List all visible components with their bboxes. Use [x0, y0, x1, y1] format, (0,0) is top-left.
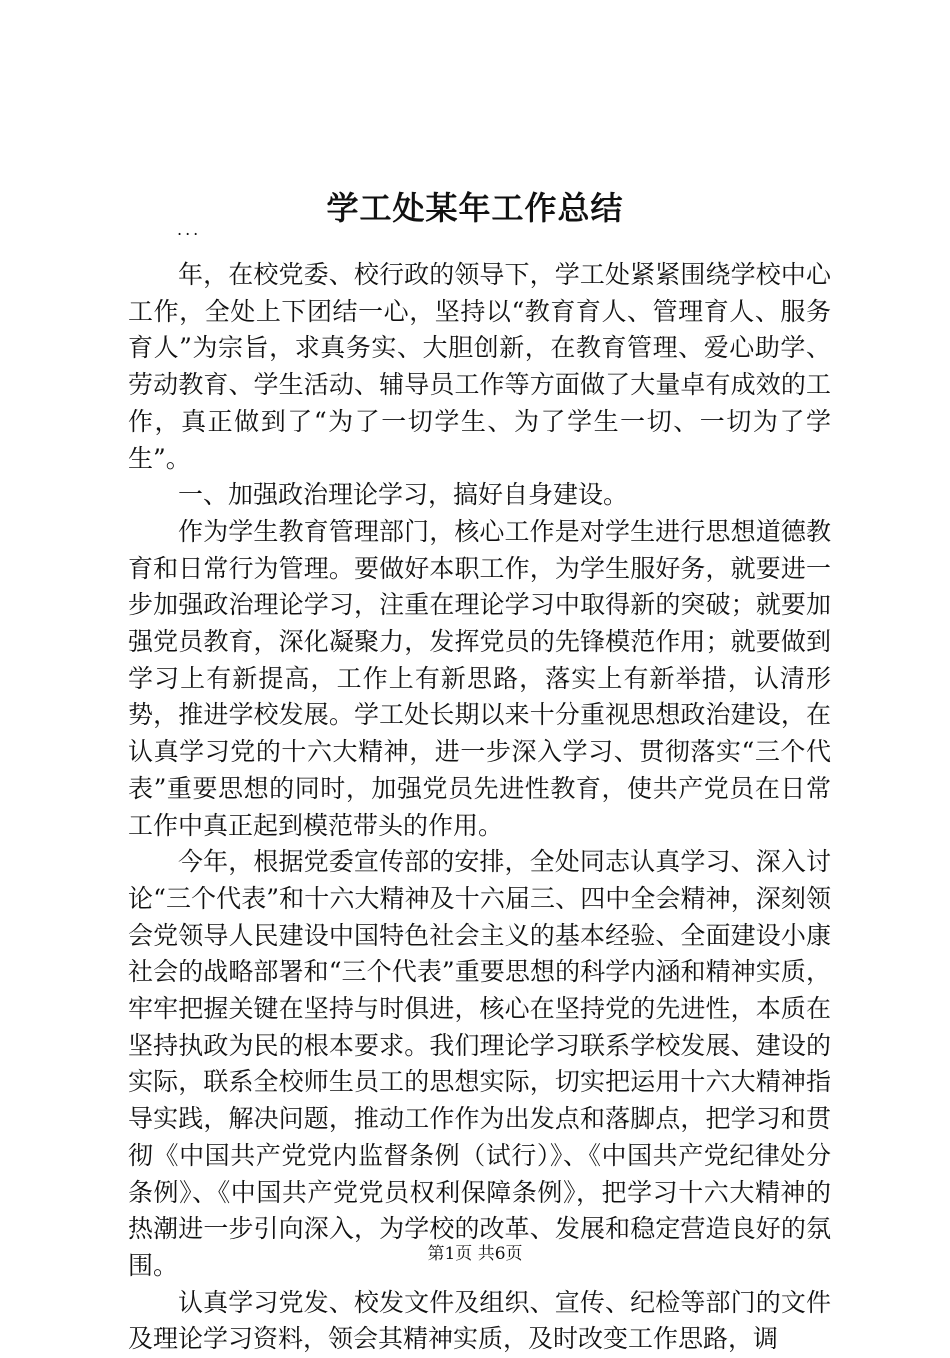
ellipsis-mark: ... — [177, 220, 202, 239]
document-body — [128, 257, 831, 1358]
section-heading: 一、加强政治理论学习，搞好自身建设。 — [178, 480, 629, 510]
paragraph-intro: 年，在校党委、校行政的领导下，学工处紧紧围绕学校中心工作，全处上下团结一心，坚持以“教育育人、管理育人、服务育人”为宗旨，求真务实、大胆创新，在教育管理、爱心助学、劳动教育、学生活动、辅导员工作等方面做了大量卓有成效的工作，真正做到了“为了一切学生、为了学生一切、一切为了学生”。 — [128, 260, 831, 473]
paragraph-body: 认真学习党发、校发文件及组织、宣传、纪检等部门的文件及理论学习资料，领会其精神实质，及时改变工作思路，调 — [128, 1287, 831, 1354]
paragraph-body: 今年，根据党委宣传部的安排，全处同志认真学习、深入讨论“三个代表”和十六大精神及十六届三、四中全会精神，深刻领会党领导人民建设中国特色社会主义的基本经验、全面建设小康社会的战略部署和“三个代表”重要思想的科学内涵和精神实质，牢牢把握关键在坚持与时俱进，核心在坚持党的先进性，本质在坚持执政为民的根本要求。我们理论学习联系学校发展、建设的实际，联系全校师生员工的思想实际，切实把运用十六大精神指导实践，解决问题，推动工作作为出发点和落脚点，把学习和贯彻《中国共产党党内监督条例（试行）》、《中国共产党纪律处分条例》、《中国共产党党员权利保障条例》，把学习十六大精神的热潮进一步引向深入，为学校的改革、发展和稳定营造良好的氛围。 — [128, 847, 831, 1280]
document-title: 学工处某年工作总结 — [326, 189, 624, 227]
paragraph-body: 作为学生教育管理部门，核心工作是对学生进行思想道德教育和日常行为管理。要做好本职工作，为学生服好务，就要进一步加强政治理论学习，注重在理论学习中取得新的突破；就要加强党员教育，深化凝聚力，发挥党员的先锋模范作用；就要做到学习上有新提高，工作上有新思路，落实上有新举措，认清形势，推进学校发展。学工处长期以来十分重视思想政治建设，在认真学习党的十六大精神，进一步深入学习、贯彻落实“三个代表”重要思想的同时，加强党员先进性教育，使共产党员在日常工作中真正起到模范带头的作用。 — [128, 516, 831, 840]
page-footer: 第1页 共6页 — [427, 1244, 523, 1264]
